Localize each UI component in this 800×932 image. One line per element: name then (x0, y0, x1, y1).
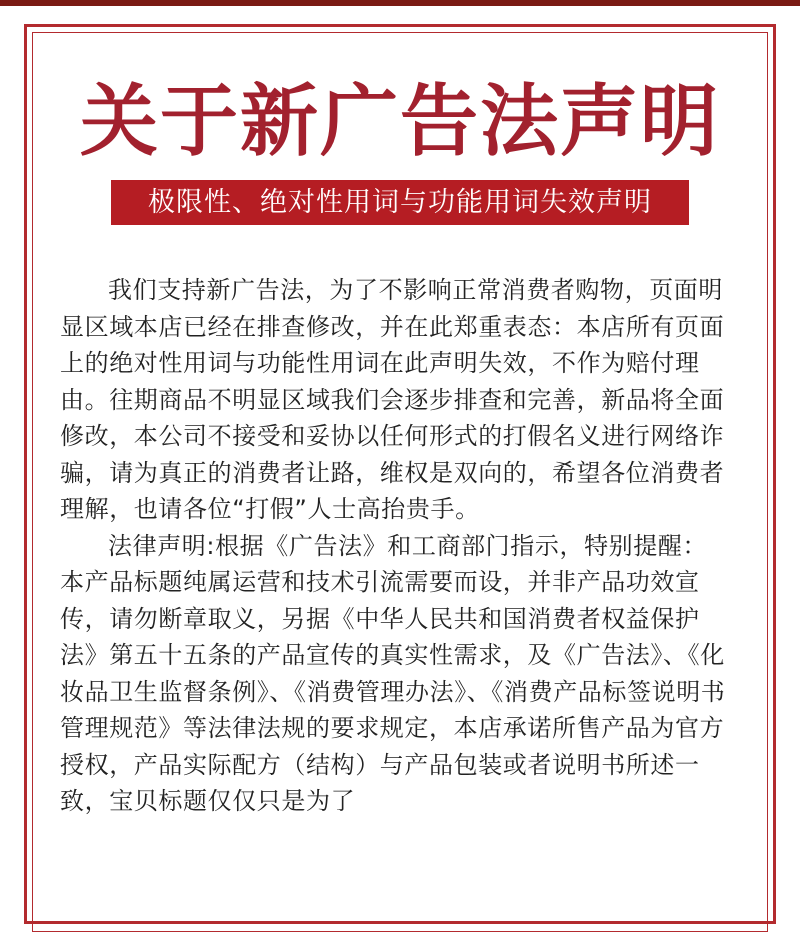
statement-paragraph: 我们支持新广告法，为了不影响正常消费者购物，页面明显区域本店已经在排查修改，并在此郑重表态：本店所有页面上的绝对性用词与功能性用词在此声明失效，不作为赔付理由。往期商品不明显区域我们会逐步排查和完善，新品将全面修改，本公司不接受和妥协以任何形式的打假名义进行网络诈骗，请为真正的消费者让路，维权是双向的，希望各位消费者理解，也请各位“打假”人士高抬贵手。 (60, 276, 725, 523)
top-band (0, 0, 800, 6)
legal-paragraph: 法律声明:根据《广告法》和工商部门指示，特别提醒：本产品标题纯属运营和技术引流需要而设，并非产品功效宣传，请勿断章取义，另据《中华人民共和国消费者权益保护法》第五十五条的产品宣传的真实性需求，及《广告法》、《化妆品卫生监督条例》、《消费管理办法》、《消费产品标签说明书管理规范》等法律法规的要求规定，本店承诺所售产品为官方授权，产品实际配方（结构）与产品包装或者说明书所述一致，宝贝标题仅仅只是为了 (60, 531, 726, 815)
statement-body (60, 272, 728, 820)
page-title: 关于新广告法声明 (79, 77, 720, 167)
subtitle-banner: 极限性、绝对性用词与功能用词失效声明 (111, 180, 689, 225)
